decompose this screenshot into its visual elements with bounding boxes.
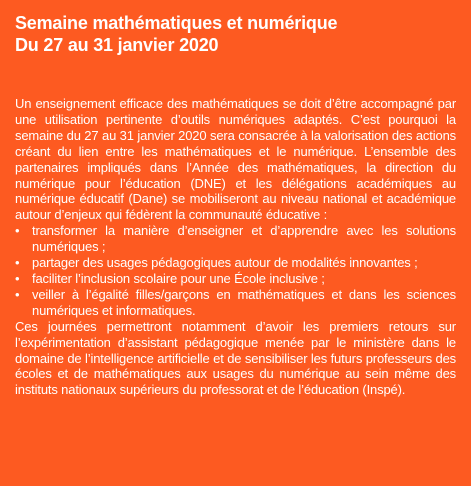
title-line-1: Semaine mathématiques et numérique (15, 13, 338, 33)
bullet-icon: • (15, 255, 20, 271)
bullet-icon: • (15, 286, 20, 302)
list-item-text: faciliter l’inclusion scolaire pour une École inclusive ; (32, 270, 325, 286)
list-item-text: transformer la manière d’enseigner et d’apprendre avec les solutions numériques ; (32, 223, 456, 255)
list-item (15, 223, 456, 255)
announcement-title (15, 12, 456, 56)
closing-paragraph: Ces journées permettront notamment d’avoir les premiers retours sur l’expérimentation d’assistant pédagogique menée par le ministère dans le domaine de l’intelligence artificielle et de sensibiliser les futurs professeurs des écoles et de mathématiques aux usages du numérique au sein même des instituts nationaux supérieurs du professorat et de l’éducation (Inspé). (15, 318, 456, 398)
bullet-icon: • (15, 270, 20, 286)
announcement-body (15, 96, 456, 398)
bullet-icon: • (15, 223, 20, 239)
list-item (15, 255, 456, 271)
intro-paragraph: Un enseignement efficace des mathématiques se doit d’être accompagné par une utilisation pertinente d’outils numériques adaptés. C’est pourquoi la semaine du 27 au 31 janvier 2020 sera consacrée à la valorisation des actions créant du lien entre les mathématiques et le numérique. L’ensemble des partenaires impliqués dans l’Année des mathématiques, la direction du numérique pour l’éducation (DNE) et les délégations académiques au numérique éducatif (Dane) se mobiliseront au niveau national et académique autour d’enjeux qui fédèrent la communauté éducative : (15, 96, 456, 223)
list-item (15, 271, 456, 287)
title-line-2: Du 27 au 31 janvier 2020 (15, 35, 219, 55)
list-item-text: partager des usages pédagogiques autour de modalités innovantes ; (32, 255, 418, 271)
goals-list (15, 223, 456, 318)
list-item-text: veiller à l’égalité filles/garçons en mathématiques et dans les sciences numériques et informatiques. (32, 286, 456, 318)
list-item (15, 287, 456, 319)
